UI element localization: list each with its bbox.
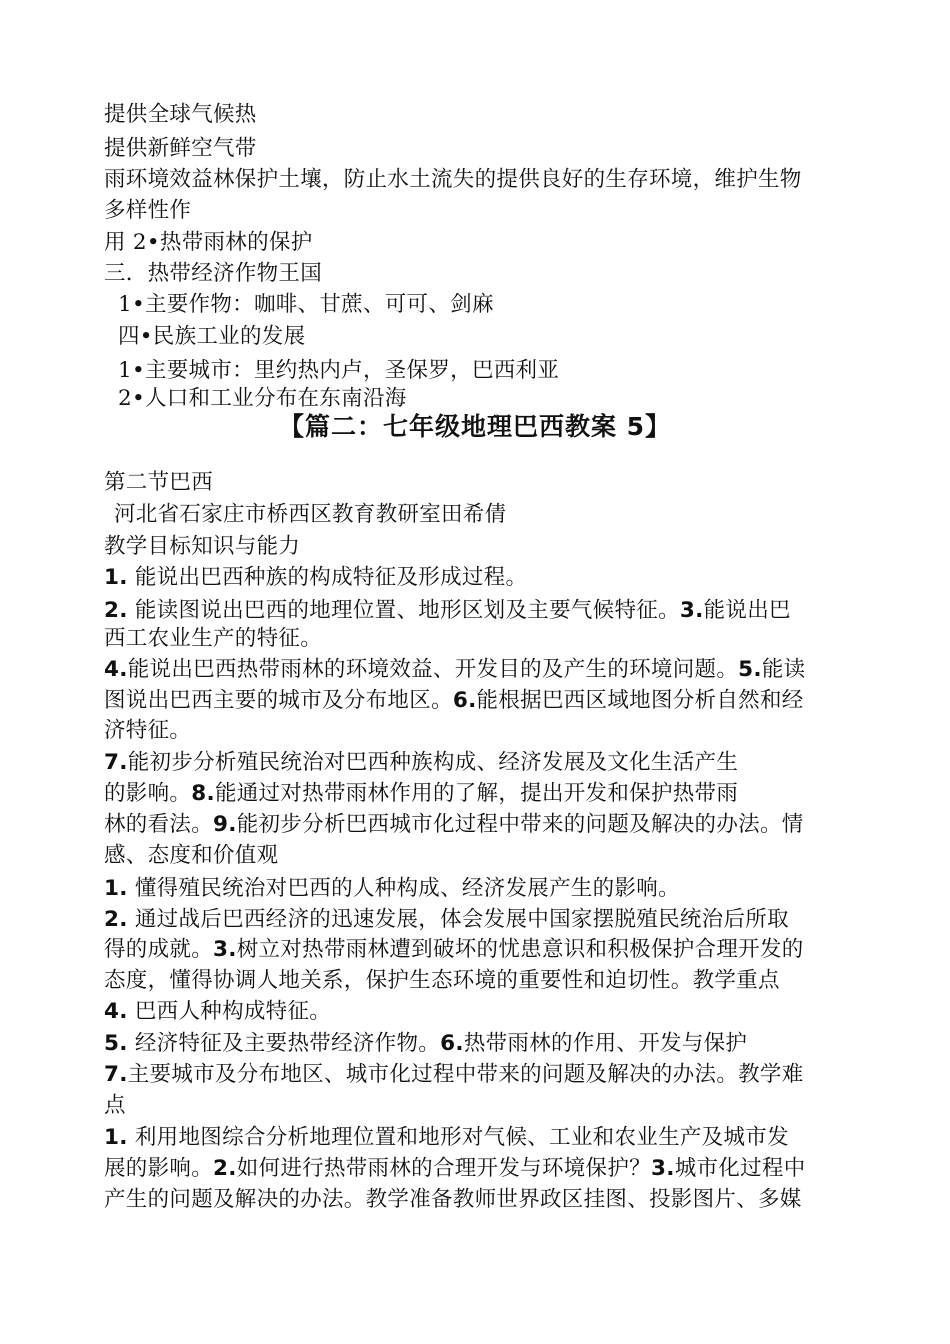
text-line: 感、态度和价值观: [104, 843, 279, 868]
item-text: 能说出巴: [703, 598, 791, 623]
item-number: 1.: [104, 876, 128, 901]
item-number: 8.: [191, 781, 215, 806]
item-number: 1.: [104, 565, 128, 590]
item-text: 林的看法。: [104, 812, 214, 837]
item-text: 展的影响。: [104, 1156, 214, 1181]
item-text: 利用地图综合分析地理位置和地形对气候、工业和农业生产及城市发: [127, 1125, 789, 1150]
text-line: [104, 655, 805, 685]
item-text: 通过战后巴西经济的迅速发展，体会发展中国家摆脱殖民统治后所取: [127, 907, 789, 932]
text-line: 河北省石家庄市桥西区教育教研室田希倩: [114, 502, 507, 527]
item-text: 经济特征及主要热带经济作物。: [127, 1031, 441, 1056]
text-line: [104, 1154, 806, 1184]
item-text: 主要城市及分布地区、城市化过程中带来的问题及解决的办法。教学难: [127, 1062, 804, 1087]
text-line: 西工农业生产的特征。: [104, 626, 323, 651]
item-text: 如何进行热带雨林的合理开发与环境保护？: [236, 1156, 651, 1181]
item-number: 7.: [104, 750, 128, 775]
text-line: 三．热带经济作物王国: [104, 261, 323, 286]
item-number: 2.: [213, 1156, 237, 1181]
item-number: 7.: [104, 1062, 128, 1087]
item-number: 6.: [452, 688, 477, 713]
item-text: 懂得殖民统治对巴西的人种构成、经济发展产生的影响。: [127, 876, 680, 901]
item-text: 热带雨林的作用、开发与保护: [463, 1031, 748, 1056]
text-line: 提供新鲜空气带: [104, 136, 257, 161]
text-line: 教学目标知识与能力: [104, 534, 301, 559]
item-text: 能读图说出巴西的地理位置、地形区划及主要气候特征。: [127, 598, 680, 623]
item-text: 能读: [761, 657, 806, 682]
text-line: 1•主要城市：里约热内卢，圣保罗，巴西利亚: [118, 358, 560, 383]
text-line: 济特征。: [104, 718, 192, 743]
item-number: 4.: [104, 657, 128, 682]
text-line: [104, 1029, 747, 1059]
text-line: 产生的问题及解决的办法。教学准备教师世界政区挂图、投影图片、多媒: [104, 1187, 802, 1212]
item-number: 3.: [213, 937, 237, 962]
text-line: 2•人口和工业分布在东南沿海: [118, 386, 407, 411]
item-number: 2.: [104, 907, 128, 932]
item-text: 得的成就。: [104, 937, 214, 962]
item-text: 能说出巴西种族的构成特征及形成过程。: [127, 565, 528, 590]
item-text: 城市化过程中: [674, 1156, 806, 1181]
text-line: 态度，懂得协调人地关系，保护生态环境的重要性和迫切性。教学重点: [104, 968, 780, 993]
item-number: 3.: [679, 598, 704, 623]
text-line: [104, 997, 331, 1027]
item-number: 5.: [738, 657, 762, 682]
text-line: 多样性作: [104, 198, 192, 223]
text-line: [104, 905, 789, 935]
text-line: 1•主要作物：咖啡、甘蔗、可可、剑麻: [118, 292, 494, 317]
item-number: 4.: [104, 999, 128, 1024]
text-line: 雨环境效益林保护土壤，防止水土流失的提供良好的生存环境，维护生物: [104, 167, 802, 192]
text-line: 四•民族工业的发展: [118, 324, 306, 349]
item-text: 图说出巴西主要的城市及分布地区。: [104, 688, 453, 713]
item-number: 5.: [104, 1031, 128, 1056]
text-line: [104, 748, 738, 778]
text-line: [104, 779, 738, 809]
text-line: [104, 1123, 789, 1153]
item-number: 2.: [104, 598, 128, 623]
item-text: 的影响。: [104, 781, 192, 806]
text-line: [104, 596, 791, 626]
item-number: 9.: [213, 812, 237, 837]
item-text: 能初步分析巴西城市化过程中带来的问题及解决的办法。情: [236, 812, 804, 837]
text-line: [104, 686, 804, 716]
item-number: 6.: [440, 1031, 464, 1056]
item-text: 能根据巴西区域地图分析自然和经: [476, 688, 804, 713]
item-text: 能初步分析殖民统治对巴西种族构成、经济发展及文化生活产生: [127, 750, 739, 775]
text-line: 第二节巴西: [104, 470, 214, 495]
text-line: [104, 935, 804, 965]
text-line: 提供全球气候热: [104, 102, 257, 127]
item-text: 能说出巴西热带雨林的环境效益、开发目的及产生的环境问题。: [127, 657, 739, 682]
item-text: 能通过对热带雨林作用的了解，提出开发和保护热带雨: [214, 781, 739, 806]
text-line: [104, 1060, 804, 1090]
item-text: 树立对热带雨林遭到破坏的忧患意识和积极保护合理开发的: [236, 937, 804, 962]
item-text: 巴西人种构成特征。: [127, 999, 332, 1024]
text-line: 用 2•热带雨林的保护: [104, 230, 313, 255]
section-title: 【篇二：七年级地理巴西教案 5】: [278, 412, 672, 441]
item-number: 1.: [104, 1125, 128, 1150]
text-line: 点: [104, 1093, 126, 1118]
text-line: [104, 810, 804, 840]
item-number: 3.: [650, 1156, 675, 1181]
text-line: [104, 874, 680, 904]
text-line: [104, 563, 527, 593]
